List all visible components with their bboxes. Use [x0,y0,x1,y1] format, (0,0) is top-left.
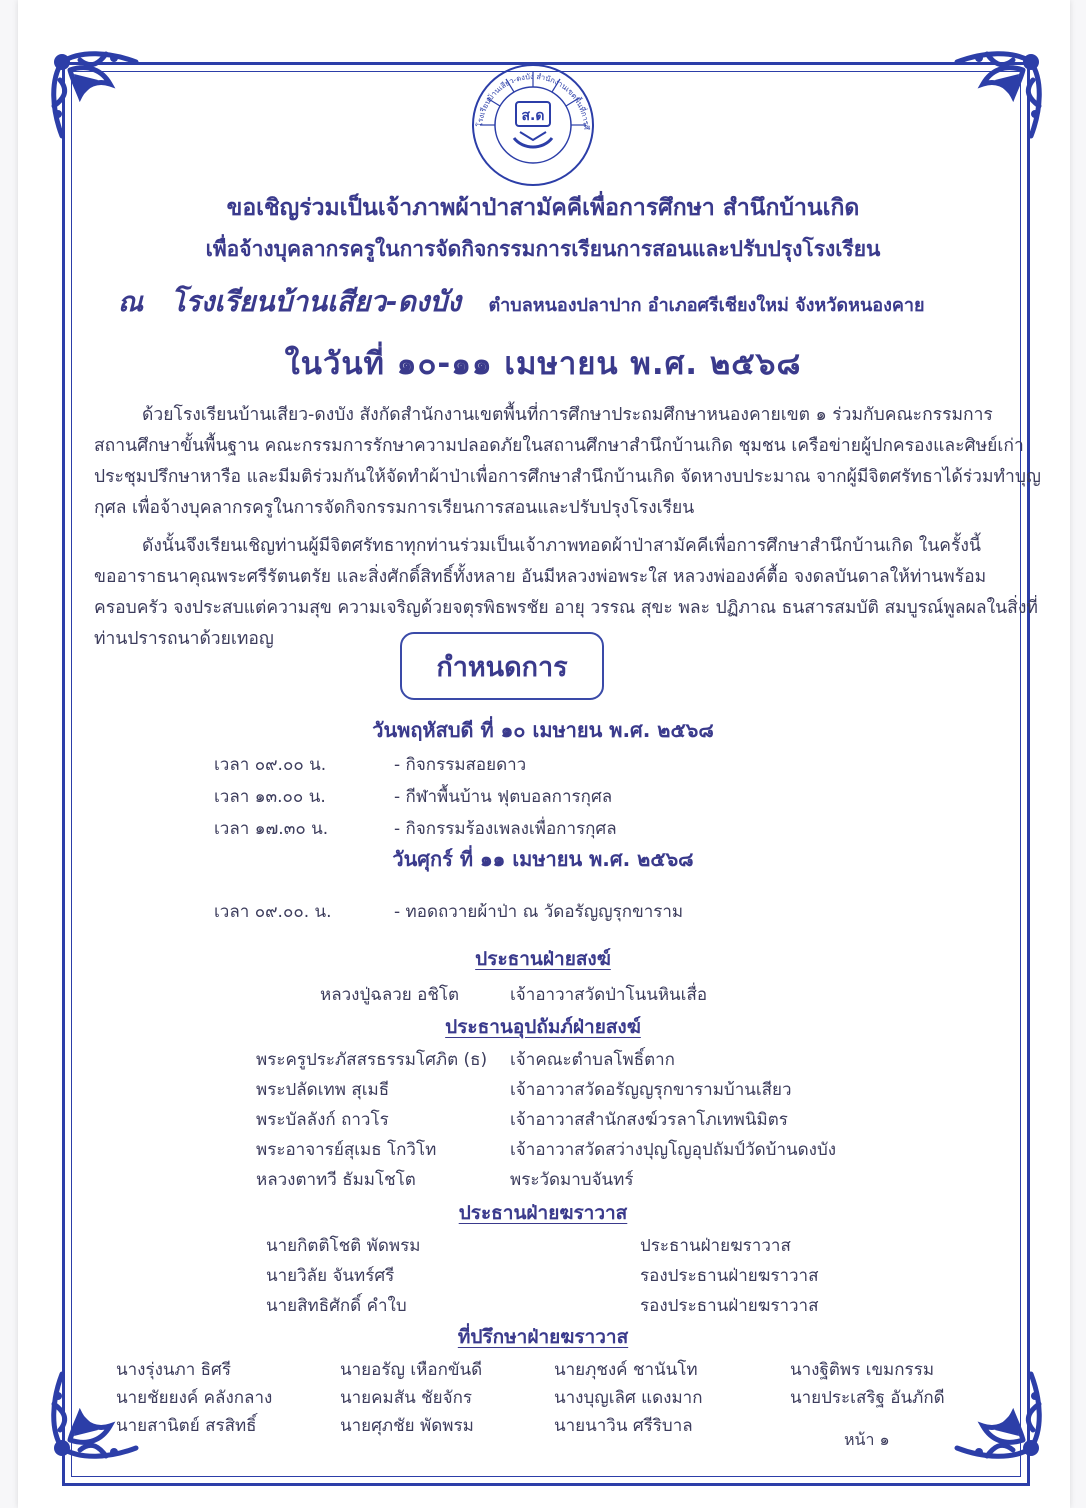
person-name: หลวงตาทวี ธัมมโชโต [256,1170,416,1190]
advisor-name: นายชัยยงค์ คลังกลาง [116,1388,273,1408]
schedule-time: เวลา ๑๓.๐๐ น. [214,787,326,807]
seal-ring-text: โรงเรียนบ้านเสียว-ดงบัง สำนักงานเขตพื้นที่การศึ [475,71,592,130]
person-name: นายสิทธิศักดิ์ คำใบ [266,1296,407,1316]
venue-prefix: ณ [118,287,144,318]
paragraph-line: กุศล เพื่อจ้างบุคลากรครูในการจัดกิจกรรมการเรียนการสอนและปรับปรุงโรงเรียน [94,498,695,518]
schedule-time: เวลา ๐๙.๐๐ น. [214,755,327,775]
person-name: พระปลัดเทพ สุเมธี [256,1080,390,1100]
lay-advisors-heading [0,1322,1086,1352]
paragraph-line: ประชุมปรึกษาหารือ และมีมติร่วมกันให้จัดทำผ้าป่าเพื่อการศึกษาสำนึกบ้านเกิด จัดหางบประมาณ จากผู้มีจิตศรัทธาได้ร่วมทำบุญ [94,467,1041,487]
paragraph-line: ครอบครัว จงประสบแต่ความสุข ความเจริญด้วยจตุรพิธพรชัย อายุ วรรณ สุขะ พละ ปฏิภาณ ธนสารสมบัติ สมบูรณ์พูลผลในสิ่งที่ [94,598,1038,618]
seal-monogram: ส.ด [521,108,545,124]
section-heading-text: ประธานฝ่ายฆราวาส [458,1202,628,1224]
person-name: หลวงปู่ฉลวย อชิโต [320,985,460,1005]
intro-paragraph [94,400,1041,524]
section-heading-text: ประธานอุปถัมภ์ฝ่ายสงฆ์ [445,1016,641,1038]
schedule-activity: - กิจกรรมสอยดาว [394,755,527,775]
person-role: พระวัดมาบจันทร์ [510,1170,634,1190]
advisor-name: นางฐิติพร เขมกรรม [790,1360,935,1380]
schedule-activity: - กิจกรรมร้องเพลงเพื่อการกุศล [394,819,617,839]
day1-label: วันพฤหัสบดี ที่ ๑๐ เมษายน พ.ศ. ๒๕๖๘ [372,718,714,742]
paragraph-line: ท่านปรารถนาด้วยเทอญ [94,629,274,649]
advisor-name: นายประเสริฐ อันภักดี [790,1388,945,1408]
advisor-name: นางบุญเลิศ แดงมาก [554,1388,703,1408]
person-role: รองประธานฝ่ายฆราวาส [640,1296,819,1316]
person-role: เจ้าคณะตำบลโพธิ์ตาก [510,1050,675,1070]
person-name: นายวิลัย จันทร์ศรี [266,1266,395,1286]
advisor-name: นายคมสัน ชัยจักร [340,1388,472,1408]
monk-chair-heading [0,944,1086,974]
advisor-name: นายอรัญ เหือกขันดี [340,1360,483,1380]
school-seal-logo [468,60,598,190]
person-name: พระอาจารย์สุเมธ โกวิโท [256,1140,437,1160]
schedule-heading-box [400,632,604,700]
page-number: หน้า ๑ [844,1430,890,1449]
paragraph-line: ขออาราธนาคุณพระศรีรัตนตรัย และสิ่งศักดิ์สิทธิ์ทั้งหลาย อันมีหลวงพ่อพระใส หลวงพ่อองค์ตื้อ จงดลบันดาลให้ท่านพร้อม [94,567,987,587]
advisor-name: นายภุชงค์ ชานันโท [554,1360,698,1380]
person-role: เจ้าอาวาสวัดสว่างปุญโญอุปถัมป์วัดบ้านดงบัง [510,1140,837,1160]
schedule-time: เวลา ๑๗.๓๐ น. [214,819,329,839]
decorative-border [62,62,1041,1486]
invitation-title: ขอเชิญร่วมเป็นเจ้าภาพผ้าป่าสามัคคีเพื่อการศึกษา สำนึกบ้านเกิด [226,195,860,221]
paragraph-line: สถานศึกษาขั้นพื้นฐาน คณะกรรมการรักษาความปลอดภัยในสถานศึกษาสำนึกบ้านเกิด ชุมชน เครือข่ายผู้ปกครองและศิษย์เก่า [94,436,1024,456]
person-role: เจ้าอาวาสสำนักสงฆ์วรลาโภเทพนิมิตร [510,1110,788,1130]
corner-ornament-icon [40,40,150,150]
schedule-activity: - กีฬาพื้นบ้าน ฟุตบอลการกุศล [394,787,613,807]
corner-ornament-icon [943,40,1053,150]
schedule-activity: - ทอดถวายผ้าป่า ณ วัดอรัญญรุกขาราม [394,902,684,922]
monk-patrons-heading [0,1012,1086,1042]
school-name: โรงเรียนบ้านเสียว-ดงบัง [170,285,461,318]
schedule-heading: กำหนดการ [436,651,568,683]
person-name: พระครูประภัสสรธรรมโศภิต (ธ) [256,1050,488,1070]
person-role: เจ้าอาวาสวัดป่าโนนหินเสื่อ [510,985,708,1005]
advisor-name: นายสานิตย์ สรสิทธิ์ [116,1416,257,1436]
person-role: ประธานฝ่ายฆราวาส [640,1236,791,1256]
venue-line [118,280,978,324]
paragraph-line: ด้วยโรงเรียนบ้านเสียว-ดงบัง สังกัดสำนักงานเขตพื้นที่การศึกษาประถมศึกษาหนองคายเขต ๑ ร่วมกับคณะกรรมการ [142,405,993,425]
invitation-subtitle: เพื่อจ้างบุคลากรครูในการจัดกิจกรรมการเรียนการสอนและปรับปรุงโรงเรียน [205,237,881,261]
advisor-name: นายนาวิน ศรีริบาล [554,1416,693,1436]
lay-chairs-heading [0,1198,1086,1228]
advisor-name: นายศุภชัย พัดพรม [340,1416,474,1436]
person-name: นายกิตติโชติ พัดพรม [266,1236,421,1256]
schedule-time: เวลา ๐๙.๐๐. น. [214,902,332,922]
event-date: ในวันที่ ๑๐-๑๑ เมษายน พ.ศ. ๒๕๖๘ [284,346,802,382]
advisor-name: นางรุ่งนภา ธิศรี [116,1360,231,1380]
section-heading-text: ที่ปรึกษาฝ่ายฆราวาส [457,1326,629,1348]
person-name: พระบัลลังก์ ถาวโร [256,1110,389,1130]
venue-location: ตำบลหนองปลาปาก อำเภอศรีเชียงใหม่ จังหวัดหนองคาย [488,295,925,316]
person-role: รองประธานฝ่ายฆราวาส [640,1266,819,1286]
corner-ornament-icon [943,1360,1053,1470]
paragraph-line: ดังนั้นจึงเรียนเชิญท่านผู้มีจิตศรัทธาทุกท่านร่วมเป็นเจ้าภาพทอดผ้าป่าสามัคคีเพื่อการศึกษาสำนึกบ้านเกิด ในครั้งนี้ [142,536,981,556]
day2-label: วันศุกร์ ที่ ๑๑ เมษายน พ.ศ. ๒๕๖๘ [392,847,694,871]
section-heading-text: ประธานฝ่ายสงฆ์ [475,948,611,970]
person-role: เจ้าอาวาสวัดอรัญญรุกขารามบ้านเสียว [510,1080,792,1100]
